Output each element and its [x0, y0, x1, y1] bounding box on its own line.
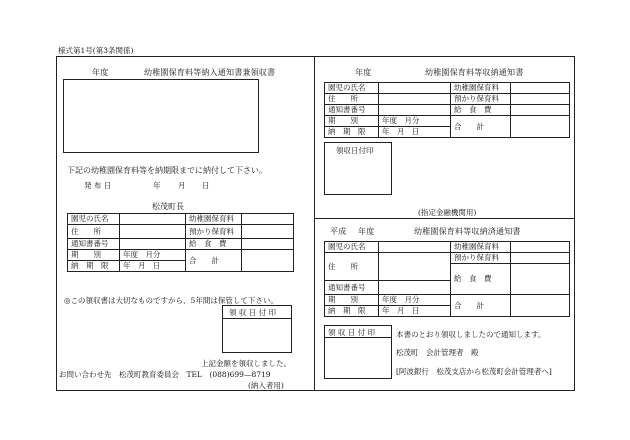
table-row	[68, 225, 294, 239]
table-row	[325, 295, 570, 306]
table-row	[325, 116, 570, 127]
table-row	[325, 105, 570, 116]
due-label: 納 期 限	[68, 261, 120, 272]
right-top-form-title: 幼稚園保育料等収納通知書	[425, 68, 524, 77]
total-label: 合 計	[451, 295, 511, 317]
issue-day: 日	[202, 181, 210, 190]
table-row	[325, 253, 570, 264]
right-bottom-stamp-label: 領 収 日 付 印	[328, 328, 376, 337]
perforation-divider	[314, 56, 315, 391]
left-form-title: 幼稚園保育料等納入通知書兼領収書	[144, 68, 276, 77]
childcare-value	[511, 94, 570, 105]
table-row	[68, 250, 294, 261]
notice-no-label: 通知書番号	[68, 239, 120, 250]
childcare-value	[511, 253, 570, 264]
treasurer-addressee: 松茂町 会計管理者 殿	[396, 348, 479, 357]
child-name-label: 園児の氏名	[325, 242, 379, 253]
table-row	[68, 239, 294, 250]
child-name-value	[379, 83, 451, 94]
table-row	[68, 214, 294, 225]
fee-value	[511, 83, 570, 94]
left-stamp-divider	[222, 318, 292, 319]
table-row	[325, 83, 570, 94]
term-value: 年度 月分	[379, 116, 451, 127]
childcare-label: 預かり保育料	[186, 225, 242, 239]
notice-no-value	[379, 281, 451, 295]
term-value: 年度 月分	[379, 295, 451, 306]
right-top-fee-table	[324, 82, 570, 138]
child-name-label: 園児の氏名	[68, 214, 120, 225]
fee-label: 幼稚園保育料	[451, 83, 511, 94]
right-bottom-year-label: 年度	[358, 227, 375, 236]
right-top-year-label: 年度	[355, 68, 372, 77]
total-value	[242, 250, 294, 272]
due-label: 納 期 限	[325, 127, 379, 138]
childcare-value	[242, 225, 294, 239]
child-name-value	[379, 242, 451, 253]
keep-receipt-note: ◎この領収書は大切なものですから、5年間は保管して下さい。	[64, 296, 278, 305]
term-label: 期 別	[325, 116, 379, 127]
table-row	[325, 242, 570, 253]
issue-month: 月	[178, 181, 186, 190]
left-stamp-label: 領 収 日 付 印	[229, 308, 277, 317]
notice-no-label: 通知書番号	[325, 105, 379, 116]
meal-value	[242, 239, 294, 250]
meal-value	[511, 105, 570, 116]
payer-use-label: (納入者用)	[248, 381, 284, 390]
fee-label: 幼稚園保育料	[451, 242, 511, 253]
address-window	[63, 79, 259, 153]
address-value	[379, 253, 451, 281]
contact-info: お問い合わせ先 松茂町教育委員会 TEL (088)699—8719	[59, 370, 271, 379]
child-name-label: 園児の氏名	[325, 83, 379, 94]
receipt-message: 本書のとおり領収しましたので通知します。	[396, 330, 546, 339]
childcare-label: 預かり保育料	[451, 94, 511, 105]
right-bottom-form-title: 幼稚園保育料等収納済通知書	[414, 227, 521, 236]
total-label: 合 計	[186, 250, 242, 272]
mayor-name: 松茂町長	[152, 202, 184, 211]
term-value: 年度 月分	[120, 250, 186, 261]
meal-label: 給 食 費	[451, 105, 511, 116]
notice-no-label: 通知書番号	[325, 281, 379, 295]
address-label: 住 所	[325, 94, 379, 105]
form-label: 様式第1号(第3条関係)	[58, 46, 134, 55]
meal-value	[511, 264, 570, 295]
due-label: 納 期 限	[325, 306, 379, 317]
issue-year: 年	[153, 181, 161, 190]
child-name-value	[120, 214, 186, 225]
notice-no-value	[379, 105, 451, 116]
address-label: 住 所	[325, 253, 379, 281]
era-label: 平成	[330, 227, 347, 236]
fee-label: 幼稚園保育料	[186, 214, 242, 225]
fee-value	[511, 242, 570, 253]
right-section-divider	[314, 218, 575, 219]
meal-label: 給 食 費	[186, 239, 242, 250]
term-label: 期 別	[325, 295, 379, 306]
right-bottom-fee-table	[324, 241, 570, 317]
address-label: 住 所	[68, 225, 120, 239]
total-value	[511, 295, 570, 317]
childcare-label: 預かり保育料	[451, 253, 511, 264]
total-value	[511, 116, 570, 138]
fee-value	[242, 214, 294, 225]
right-top-stamp-label: 領収日付印	[336, 146, 374, 155]
left-fee-table	[67, 213, 294, 272]
received-statement: 上記金額を領収しました。	[201, 359, 291, 368]
due-value: 年 月 日	[379, 306, 451, 317]
table-row	[325, 94, 570, 105]
notice-no-value	[120, 239, 186, 250]
bank-use-label: (指定金融機関用)	[418, 208, 477, 217]
meal-label: 給 食 費	[451, 264, 511, 295]
address-value	[379, 94, 451, 105]
payment-notice: 下記の幼稚園保育料等を納期限までに納付して下さい。	[67, 166, 267, 175]
total-label: 合 計	[451, 116, 511, 138]
routing-note: [阿波銀行 松茂支店から松茂町会計管理者へ]	[396, 367, 552, 376]
term-label: 期 別	[68, 250, 120, 261]
issue-date-label: 発 布 日	[84, 181, 112, 190]
due-value: 年 月 日	[379, 127, 451, 138]
left-year-label: 年度	[92, 68, 109, 77]
due-value: 年 月 日	[120, 261, 186, 272]
address-value	[120, 225, 186, 239]
